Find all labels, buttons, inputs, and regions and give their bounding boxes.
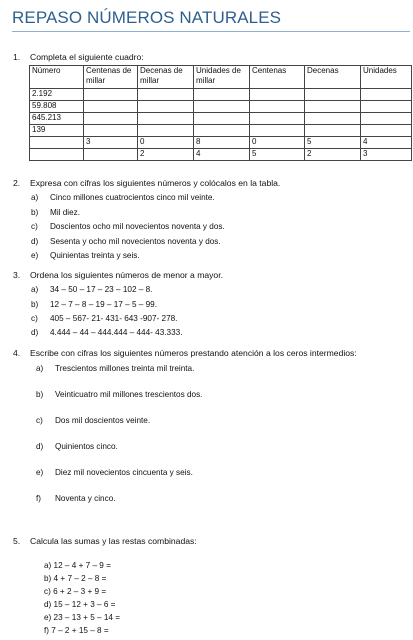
table-cell: 3 <box>361 149 412 161</box>
item-label: f) <box>36 494 42 503</box>
item-text: Diez mil novecientos cincuenta y seis. <box>55 468 193 477</box>
table-cell <box>138 101 194 113</box>
item-text: Quinientas treinta y seis. <box>50 251 140 260</box>
header-cell: Unidades <box>361 66 412 89</box>
table-row <box>30 149 412 161</box>
table-cell: 0 <box>138 137 194 149</box>
table-cell <box>194 113 250 125</box>
table-cell <box>138 89 194 101</box>
question-text: Ordena los siguientes números de menor a mayor. <box>30 270 223 280</box>
header-cell: Centenas <box>250 66 305 89</box>
item-text: 12 – 7 – 8 – 19 – 17 – 5 – 99. <box>50 300 157 309</box>
item-label: b) <box>31 208 39 217</box>
table-cell: 2 <box>305 149 361 161</box>
table-cell <box>250 101 305 113</box>
place-value-table <box>29 65 412 161</box>
table-cell <box>361 125 412 137</box>
question-text: Calcula las sumas y las restas combinadas: <box>30 536 197 546</box>
question-4 <box>13 348 408 359</box>
question-2 <box>13 178 403 189</box>
item-text: Doscientos ocho mil novecientos noventa y dos. <box>50 222 225 231</box>
item-text: Quinientos cinco. <box>55 442 118 451</box>
table-cell: 4 <box>194 149 250 161</box>
table-cell: 3 <box>84 137 138 149</box>
sum-item: a) 12 – 4 + 7 – 9 = <box>44 561 111 570</box>
item-label: b) <box>36 390 44 399</box>
item-text: 405 – 567- 21- 431- 643 -907- 278. <box>50 314 178 323</box>
table-cell <box>250 113 305 125</box>
table-cell <box>84 125 138 137</box>
item-text: 4.444 – 44 – 444.444 – 444- 43.333. <box>50 328 183 337</box>
table-cell: 8 <box>194 137 250 149</box>
item-text: Veinticuatro mil millones trescientos dos. <box>55 390 203 399</box>
item-label: e) <box>36 468 44 477</box>
item-label: c) <box>31 314 38 323</box>
header-cell: Decenas de millar <box>138 66 194 89</box>
table-cell <box>84 149 138 161</box>
item-text: Sesenta y ocho mil novecientos noventa y dos. <box>50 237 221 246</box>
table-cell <box>361 101 412 113</box>
table-cell <box>305 113 361 125</box>
table-cell: 2.192 <box>30 89 84 101</box>
header-cell: Centenas de millar <box>84 66 138 89</box>
table-row <box>30 113 412 125</box>
table-cell: 5 <box>250 149 305 161</box>
item-label: a) <box>31 193 39 202</box>
question-3 <box>13 270 403 281</box>
question-number: 3. <box>13 270 21 280</box>
item-label: d) <box>31 237 39 246</box>
header-cell: Unidades de millar <box>194 66 250 89</box>
table-cell <box>305 125 361 137</box>
table-cell: 5 <box>305 137 361 149</box>
question-number: 1. <box>13 52 21 62</box>
question-text: Expresa con cifras los siguientes números y colócalos en la tabla. <box>30 178 281 188</box>
item-text: Cinco millones cuatrocientos cinco mil veinte. <box>50 193 215 202</box>
table-row <box>30 89 412 101</box>
table-cell <box>194 125 250 137</box>
question-number: 5. <box>13 536 21 546</box>
page-title: REPASO NÚMEROS NATURALES <box>12 8 282 27</box>
question-number: 2. <box>13 178 21 188</box>
item-text: Noventa y cinco. <box>55 494 116 503</box>
sum-item: e) 23 – 13 + 5 – 14 = <box>44 613 121 622</box>
table-cell: 139 <box>30 125 84 137</box>
item-text: Mil diez. <box>50 208 81 217</box>
item-text: 34 – 50 – 17 – 23 – 102 – 8. <box>50 285 153 294</box>
table-row <box>30 137 412 149</box>
item-label: b) <box>31 300 39 309</box>
table-cell <box>305 101 361 113</box>
table-cell <box>250 89 305 101</box>
title-underline <box>12 31 410 32</box>
table-cell <box>30 137 84 149</box>
item-label: a) <box>31 285 39 294</box>
table-cell <box>84 89 138 101</box>
table-cell: 0 <box>250 137 305 149</box>
table-cell <box>194 101 250 113</box>
item-label: e) <box>31 251 39 260</box>
question-1 <box>13 52 403 63</box>
table-cell: 59.808 <box>30 101 84 113</box>
item-text: Dos mil doscientos veinte. <box>55 416 151 425</box>
table-cell <box>30 149 84 161</box>
table-cell: 4 <box>361 137 412 149</box>
table-row <box>30 101 412 113</box>
table-cell <box>305 89 361 101</box>
table-cell <box>138 113 194 125</box>
sum-item: c) 6 + 2 – 3 + 9 = <box>44 587 107 596</box>
header-cell: Decenas <box>305 66 361 89</box>
table-cell <box>84 101 138 113</box>
table-cell <box>138 125 194 137</box>
item-label: c) <box>31 222 38 231</box>
item-label: d) <box>36 442 44 451</box>
item-label: d) <box>31 328 39 337</box>
question-number: 4. <box>13 348 21 358</box>
item-label: c) <box>36 416 43 425</box>
table-cell <box>84 113 138 125</box>
item-label: a) <box>36 364 44 373</box>
table-cell <box>194 89 250 101</box>
sum-item: b) 4 + 7 – 2 – 8 = <box>44 574 107 583</box>
question-text: Completa el siguiente cuadro: <box>30 52 144 62</box>
question-5 <box>13 536 403 547</box>
table-cell: 2 <box>138 149 194 161</box>
table-row <box>30 125 412 137</box>
table-cell <box>361 89 412 101</box>
table-cell <box>361 113 412 125</box>
item-text: Trescientos millones treinta mil treinta. <box>55 364 195 373</box>
table-cell <box>250 125 305 137</box>
table-header-row <box>30 66 412 89</box>
question-text: Escribe con cifras los siguientes números prestando atención a los ceros intermedios: <box>30 348 357 358</box>
sum-item: f) 7 – 2 + 15 – 8 = <box>44 626 109 635</box>
table-cell: 645.213 <box>30 113 84 125</box>
sum-item: d) 15 – 12 + 3 – 6 = <box>44 600 116 609</box>
header-cell: Número <box>30 66 84 89</box>
